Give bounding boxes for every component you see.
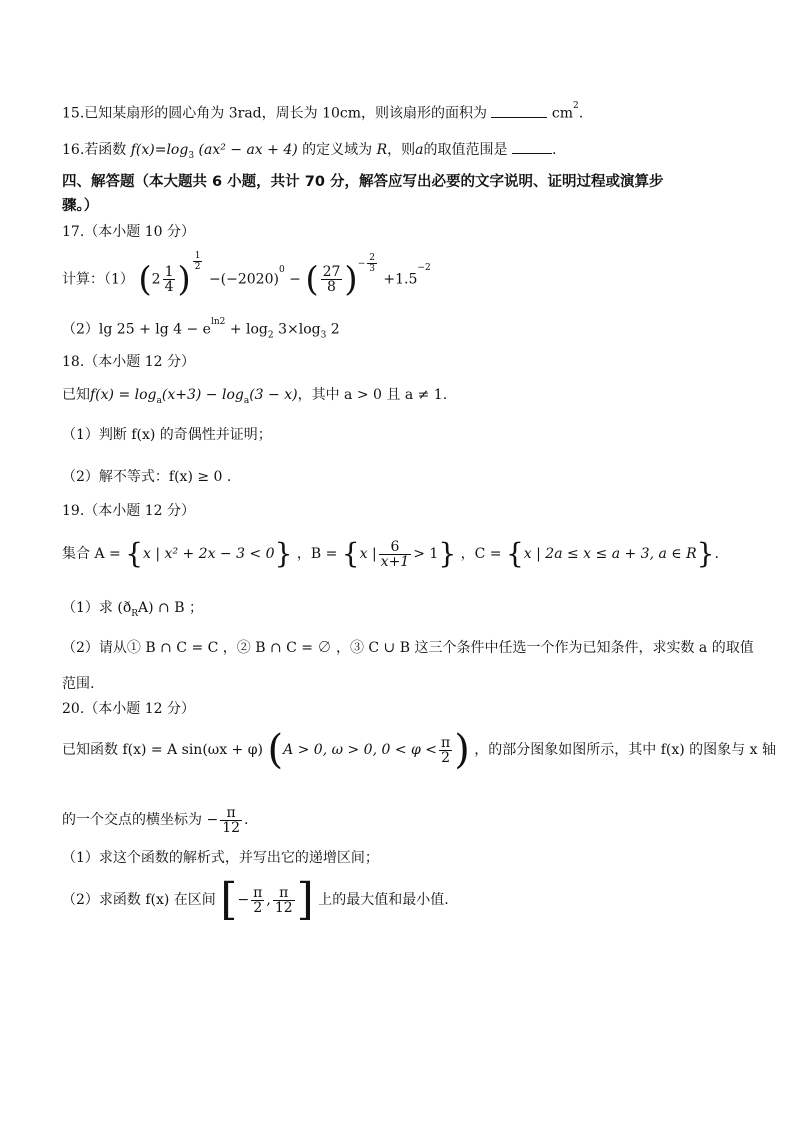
q16-base: 3 [188,150,195,161]
q15-unit: cm [551,105,574,122]
q16-r: R [376,142,388,158]
q16-middle: 的定义域为 [302,142,373,158]
q19-comma2: ，C = [460,546,502,562]
q15-answer-blank [491,103,547,118]
q19-p1: （1）求 (ð [62,600,132,616]
q17-p1-tail: +1.5 [383,271,418,288]
question-20-header: 20.（本小题 12 分） [62,701,195,717]
q20-p2-fraction-a: $\frac{\pi}{2}$ [253,884,263,916]
question-20-part1: （1）求这个函数的解析式，并写出它的递增区间； [62,850,379,866]
q20-p2-pre: （2）求函数 f(x) 在区间 [62,892,216,908]
q16-start: 16.若函数 [62,142,127,158]
q18-intro-a: 已知 [62,387,90,403]
question-20-intro: 已知函数 f(x) = A sin(ωx + φ) (A > 0, ω > 0, 0 < φ < $\frac{\pi}{2}$ ) ，的部分图象如图所示，其中 f(x) 的图象与 x 轴 [62,727,776,773]
q18-condition: ，其中 a > 0 且 a ≠ 1. [297,387,448,403]
question-20-line2 [62,800,248,840]
section-4-heading-line1: 四、解答题（本大题共 6 小题，共计 70 分，解答应写出必要的文字说明、证明过程或演算步 [62,174,664,190]
q17-p1-whole: 2 [151,271,161,288]
q19-setA-body: x | x² + 2x − 3 < 0 [143,546,275,562]
q20-cond-pre: A > 0, ω > 0, 0 < φ < [283,742,437,758]
question-18-intro [62,385,447,411]
question-16: 16.若函数 $f(x)=\log_3$ (ax² − ax + 4) 的定义域为 R，则a的取值范围是 . [62,139,556,166]
q19-end: . [714,546,719,562]
question-19-header: 19.（本小题 12 分） [62,503,195,519]
section-4-heading-line2: 骤。） [62,198,99,214]
q19-setB-pre: x [359,546,368,562]
q16-comma: ，则 [387,142,416,158]
q17-p2-label: （2） [62,321,99,338]
q18-base2: a [243,395,250,406]
question-19-part2: （2）请从① B ∩ C = C ，② B ∩ C = ∅ ，③ C ∪ B 这三个条件中任选一个作为已知条件，求实数 a 的取值 [62,640,754,656]
q20-p2-fraction-b: $\frac{\pi}{12}$ [274,884,293,916]
q15-text: 15.已知某扇形的圆心角为 3rad，周长为 10cm，则该扇形的面积为 [62,105,488,122]
q17-p1-label: 计算：（1） [62,271,134,288]
q16-arg: (ax² − ax + 4) [198,142,298,158]
q20-intro: 已知函数 f(x) = A sin(ωx + φ) [62,742,263,758]
q20-cond-fraction: $\frac{\pi}{2}$ [441,734,451,766]
question-19-part1 [62,598,203,624]
q18-func: f(x) = log [90,387,157,403]
q19-p1-sub: R [131,608,139,619]
q19-setC-body: x | 2a ≤ x ≤ a + 3, a ∈ R [523,546,697,562]
q18-arg2: (3 − x) [249,387,298,403]
q20-line2-fraction: $\frac{\pi}{12}$ [222,804,241,836]
question-20-part2: （2）求函数 f(x) 在区间 [− $\frac{\pi}{2}$ , $\frac{\pi}{12}$ ] 上的最大值和最小值. [62,874,449,925]
question-18-header: 18.（本小题 12 分） [62,354,195,370]
q19-comma1: ，B = [296,546,338,562]
q19-setB-fraction: $\frac{6}{x+1}$ [380,538,410,570]
q17-p2-tail: 2 [326,321,340,338]
q17-p2-base1: 2 [267,330,274,341]
question-17-part1: 计算：（1） (2 $\frac{1}{4}$ ) $\frac{1}{2}$ $-(-2020)^0$ − ( $\frac{27}{8}$ )$^{- \frac{2}{3}}$ $+1.5^{-2}$ [62,251,431,300]
q20-line2-end: . [244,812,249,828]
q16-a: a [415,142,424,158]
question-17-part2 [62,316,340,345]
q17-p2-mid2: 3×log [273,321,321,338]
q20-intro-tail: ，的部分图象如图所示，其中 f(x) 的图象与 x 轴 [474,742,776,758]
q17-p1-minus: − [289,271,301,288]
q16-func: f(x)=log [130,142,189,158]
q16-end: 的取值范围是 [423,142,508,158]
q15-unit-exp: 2 [573,101,579,111]
question-17-header: 17.（本小题 10 分） [62,224,195,240]
q15-end: . [578,105,584,122]
question-18-part2: （2）解不等式：f(x) ≥ 0 . [62,469,232,485]
q20-p2-tail: 上的最大值和最小值. [318,892,449,908]
q17-p1-exponent: $\frac{1}{2}$ [194,251,201,273]
question-19-part2-cont: 范围. [62,676,95,692]
q19-setA-label: 集合 A = [62,546,121,562]
q20-line2: 的一个交点的横坐标为 − [62,812,219,828]
q19-p1-tail: A) ∩ B ； [138,600,203,616]
q17-p1-tail-exp: −2 [417,263,431,273]
q16-answer-blank [512,139,552,154]
q17-p1-exponent2: − 2 3 [357,252,375,274]
q17-p2-mid: + log [225,321,268,338]
q17-p1-exp0: 0 [278,265,285,275]
q17-p1-fraction2: $\frac{27}{8}$ [322,264,341,296]
q17-p1-fraction: $\frac{1}{4}$ [164,264,174,296]
q17-p2-base2: 3 [320,330,327,341]
question-15 [62,100,583,124]
question-19-sets: 集合 A = {x | x² + 2x − 3 < 0} ，B = {x | $\frac{6}{x+1}$ > 1} ，C = {x | 2a ≤ x ≤ a + 3, a ∈ R}. [62,537,719,570]
q18-base1: a [156,395,162,406]
question-18-part1: （1）判断 f(x) 的奇偶性并证明； [62,427,272,443]
q17-p2-expr: lg 25 + lg 4 − e [98,321,211,338]
q17-p1-mid: −(−2020) [208,271,279,288]
q18-arg1: (x+3) − log [161,387,244,403]
q19-setB-post: > 1 [413,546,439,562]
q17-p2-exp: ln2 [210,317,226,327]
